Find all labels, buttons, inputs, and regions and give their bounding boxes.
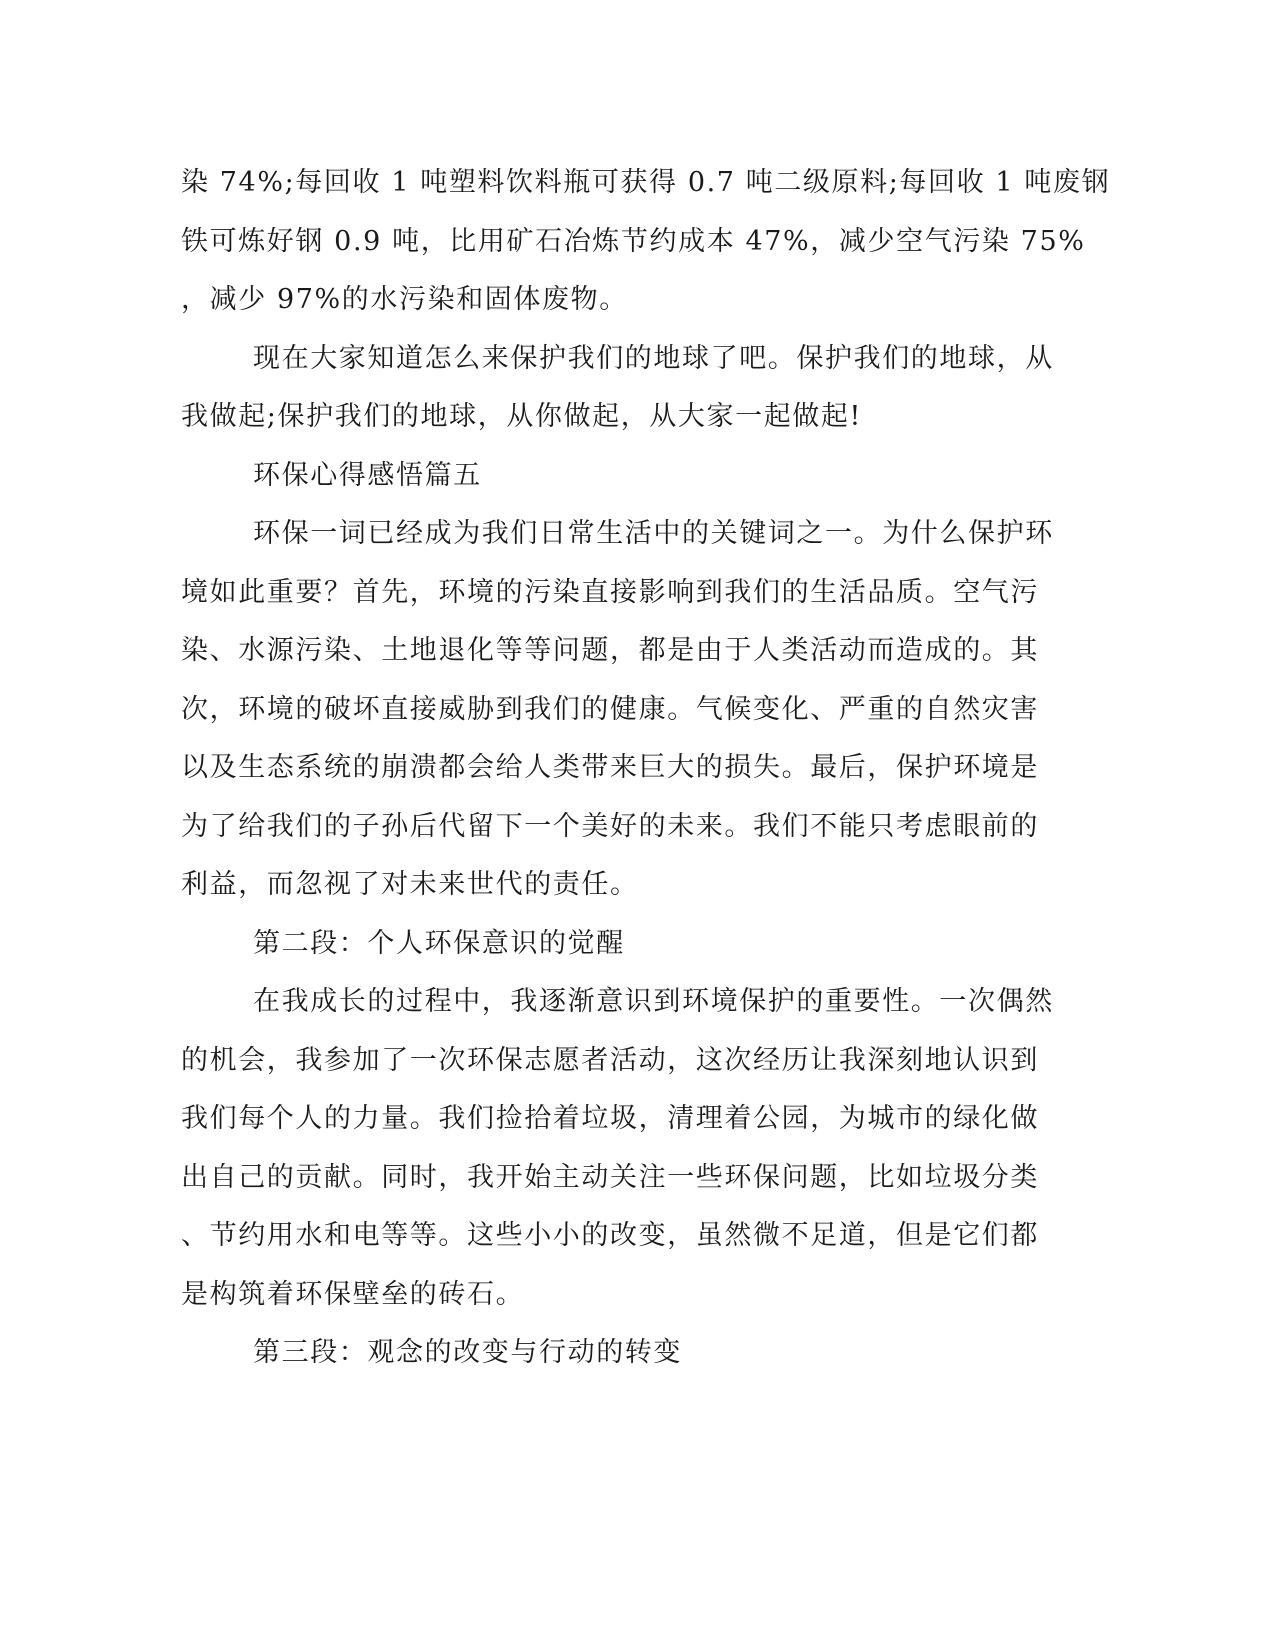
body-text-line: 染、水源污染、土地退化等等问题，都是由于人类活动而造成的。其 bbox=[181, 635, 1039, 666]
paragraph-first-line: 在我成长的过程中，我逐渐意识到环境保护的重要性。一次偶然 bbox=[253, 986, 1054, 1017]
section-heading: 第二段：个人环保意识的觉醒 bbox=[253, 927, 625, 959]
body-text-line: 我们每个人的力量。我们捡拾着垃圾，清理着公园，为城市的绿化做 bbox=[181, 1103, 1039, 1134]
section-heading: 环保心得感悟篇五 bbox=[253, 459, 482, 491]
body-text-line: 利益，而忽视了对未来世代的责任。 bbox=[181, 869, 639, 900]
paragraph-first-line: 环保一词已经成为我们日常生活中的关键词之一。为什么保护环 bbox=[253, 518, 1054, 549]
body-text-line: 染 74%;每回收 1 吨塑料饮料瓶可获得 0.7 吨二级原料;每回收 1 吨废钢 bbox=[181, 167, 1111, 198]
paragraph-first-line: 现在大家知道怎么来保护我们的地球了吧。保护我们的地球，从 bbox=[253, 342, 1054, 374]
body-text-line: 以及生态系统的崩溃都会给人类带来巨大的损失。最后，保护环境是 bbox=[181, 752, 1039, 783]
body-text-line: 我做起;保护我们的地球，从你做起，从大家一起做起! bbox=[181, 401, 862, 432]
body-text-line: 为了给我们的子孙后代留下一个美好的未来。我们不能只考虑眼前的 bbox=[181, 810, 1039, 842]
body-text-line: 的机会，我参加了一次环保志愿者活动，这次经历让我深刻地认识到 bbox=[181, 1044, 1039, 1076]
body-text-line: 是构筑着环保壁垒的砖石。 bbox=[181, 1278, 525, 1310]
body-text-line: 境如此重要？首先，环境的污染直接影响到我们的生活品质。空气污 bbox=[181, 576, 1039, 608]
document-body bbox=[181, 154, 1111, 1383]
body-text-line: 、节约用水和电等等。这些小小的改变，虽然微不足道，但是它们都 bbox=[181, 1220, 1039, 1251]
body-text-line: ，减少 97%的水污染和固体废物。 bbox=[181, 284, 628, 315]
section-heading: 第三段：观念的改变与行动的转变 bbox=[253, 1337, 682, 1368]
body-text-line: 出自己的贡献。同时，我开始主动关注一些环保问题，比如垃圾分类 bbox=[181, 1161, 1039, 1193]
body-text-line: 铁可炼好钢 0.9 吨，比用矿石冶炼节约成本 47%，减少空气污染 75% bbox=[181, 225, 1086, 257]
body-text-line: 次，环境的破坏直接威胁到我们的健康。气候变化、严重的自然灾害 bbox=[181, 693, 1039, 725]
